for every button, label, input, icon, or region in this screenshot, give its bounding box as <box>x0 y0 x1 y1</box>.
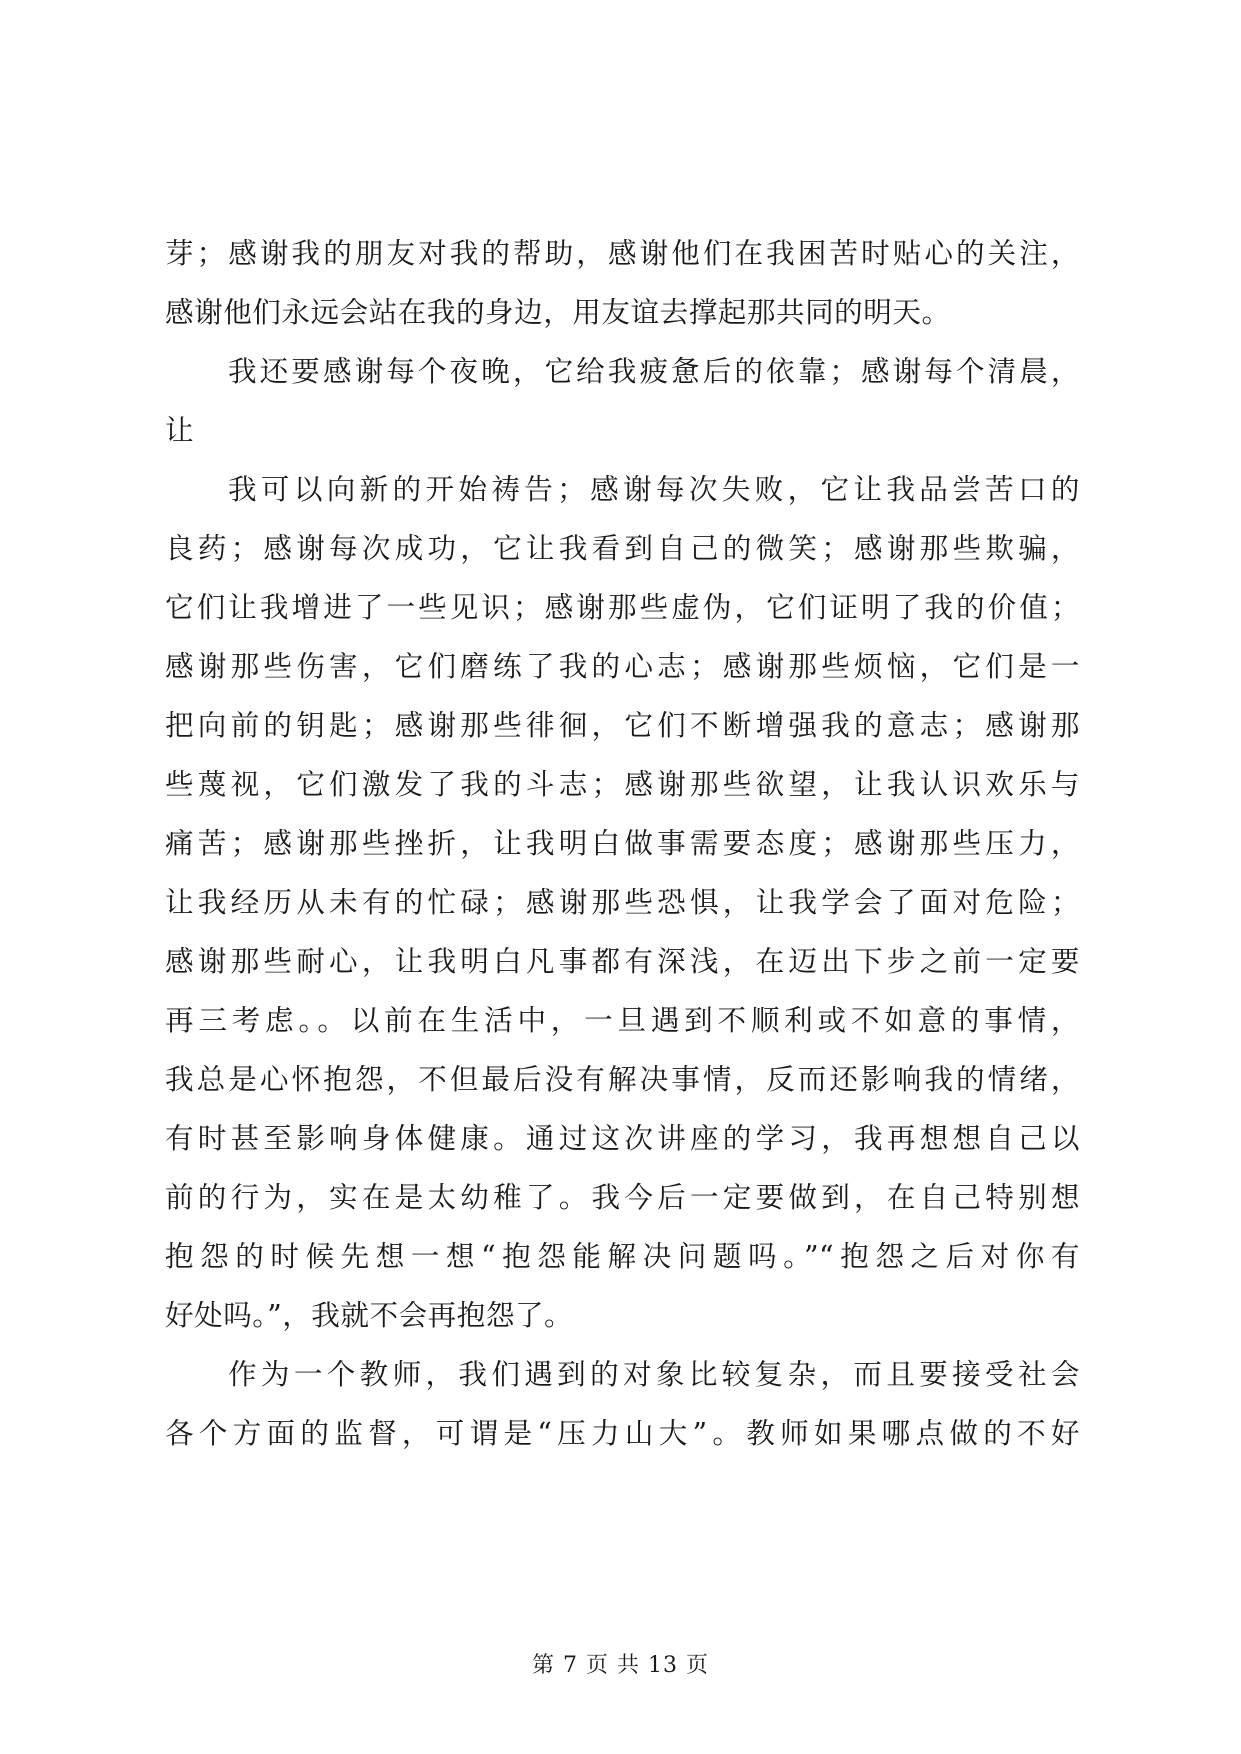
text-line: 把向前的钥匙；感谢那些徘徊，它们不断增强我的意志；感谢那 <box>165 708 1080 742</box>
text-line: 再三考虑。。以前在生活中，一旦遇到不顺利或不如意的事情， <box>165 1003 1080 1037</box>
text-line: 感谢那些耐心，让我明白凡事都有深浅，在迈出下步之前一定要 <box>165 944 1080 978</box>
text-line: 它们让我增进了一些见识；感谢那些虚伪，它们证明了我的价值； <box>165 590 1080 624</box>
text-line: 让我经历从未有的忙碌；感谢那些恐惧，让我学会了面对危险； <box>165 885 1080 919</box>
text-line: 痛苦；感谢那些挫折，让我明白做事需要态度；感谢那些压力， <box>165 826 1080 860</box>
text-line: 抱怨的时候先想一想“抱怨能解决问题吗。”“抱怨之后对你有 <box>165 1239 1080 1273</box>
text-line: 前的行为，实在是太幼稚了。我今后一定要做到，在自己特别想 <box>165 1180 1080 1214</box>
text-line: 良药；感谢每次成功，它让我看到自己的微笑；感谢那些欺骗， <box>165 531 1080 565</box>
page-number-footer: 第 7 页 共 13 页 <box>532 1653 709 1678</box>
text-line: 好处吗。”，我就不会再抱怨了。 <box>165 1298 574 1332</box>
paragraph-start-line: 我可以向新的开始祷告；感谢每次失败，它让我品尝苦口的 <box>228 472 1080 506</box>
text-line: 些蔑视，它们激发了我的斗志；感谢那些欲望，让我认识欢乐与 <box>165 767 1080 801</box>
text-line: 有时甚至影响身体健康。通过这次讲座的学习，我再想想自己以 <box>165 1121 1080 1155</box>
paragraph-start-line: 我还要感谢每个夜晚，它给我疲惫后的依靠；感谢每个清晨， <box>228 354 1080 388</box>
paragraph-start-line: 作为一个教师，我们遇到的对象比较复杂，而且要接受社会 <box>228 1357 1080 1391</box>
text-line: 感谢那些伤害，它们磨练了我的心志；感谢那些烦恼，它们是一 <box>165 649 1080 683</box>
body-text <box>165 224 1080 1463</box>
text-line: 让 <box>165 413 195 447</box>
text-line: 感谢他们永远会站在我的身边，用友谊去撑起那共同的明天。 <box>165 295 951 329</box>
text-line: 我总是心怀抱怨，不但最后没有解决事情，反而还影响我的情绪， <box>165 1062 1080 1096</box>
text-line: 芽；感谢我的朋友对我的帮助，感谢他们在我困苦时贴心的关注， <box>165 236 1080 270</box>
text-line: 各个方面的监督，可谓是“压力山大”。教师如果哪点做的不好 <box>165 1416 1080 1450</box>
